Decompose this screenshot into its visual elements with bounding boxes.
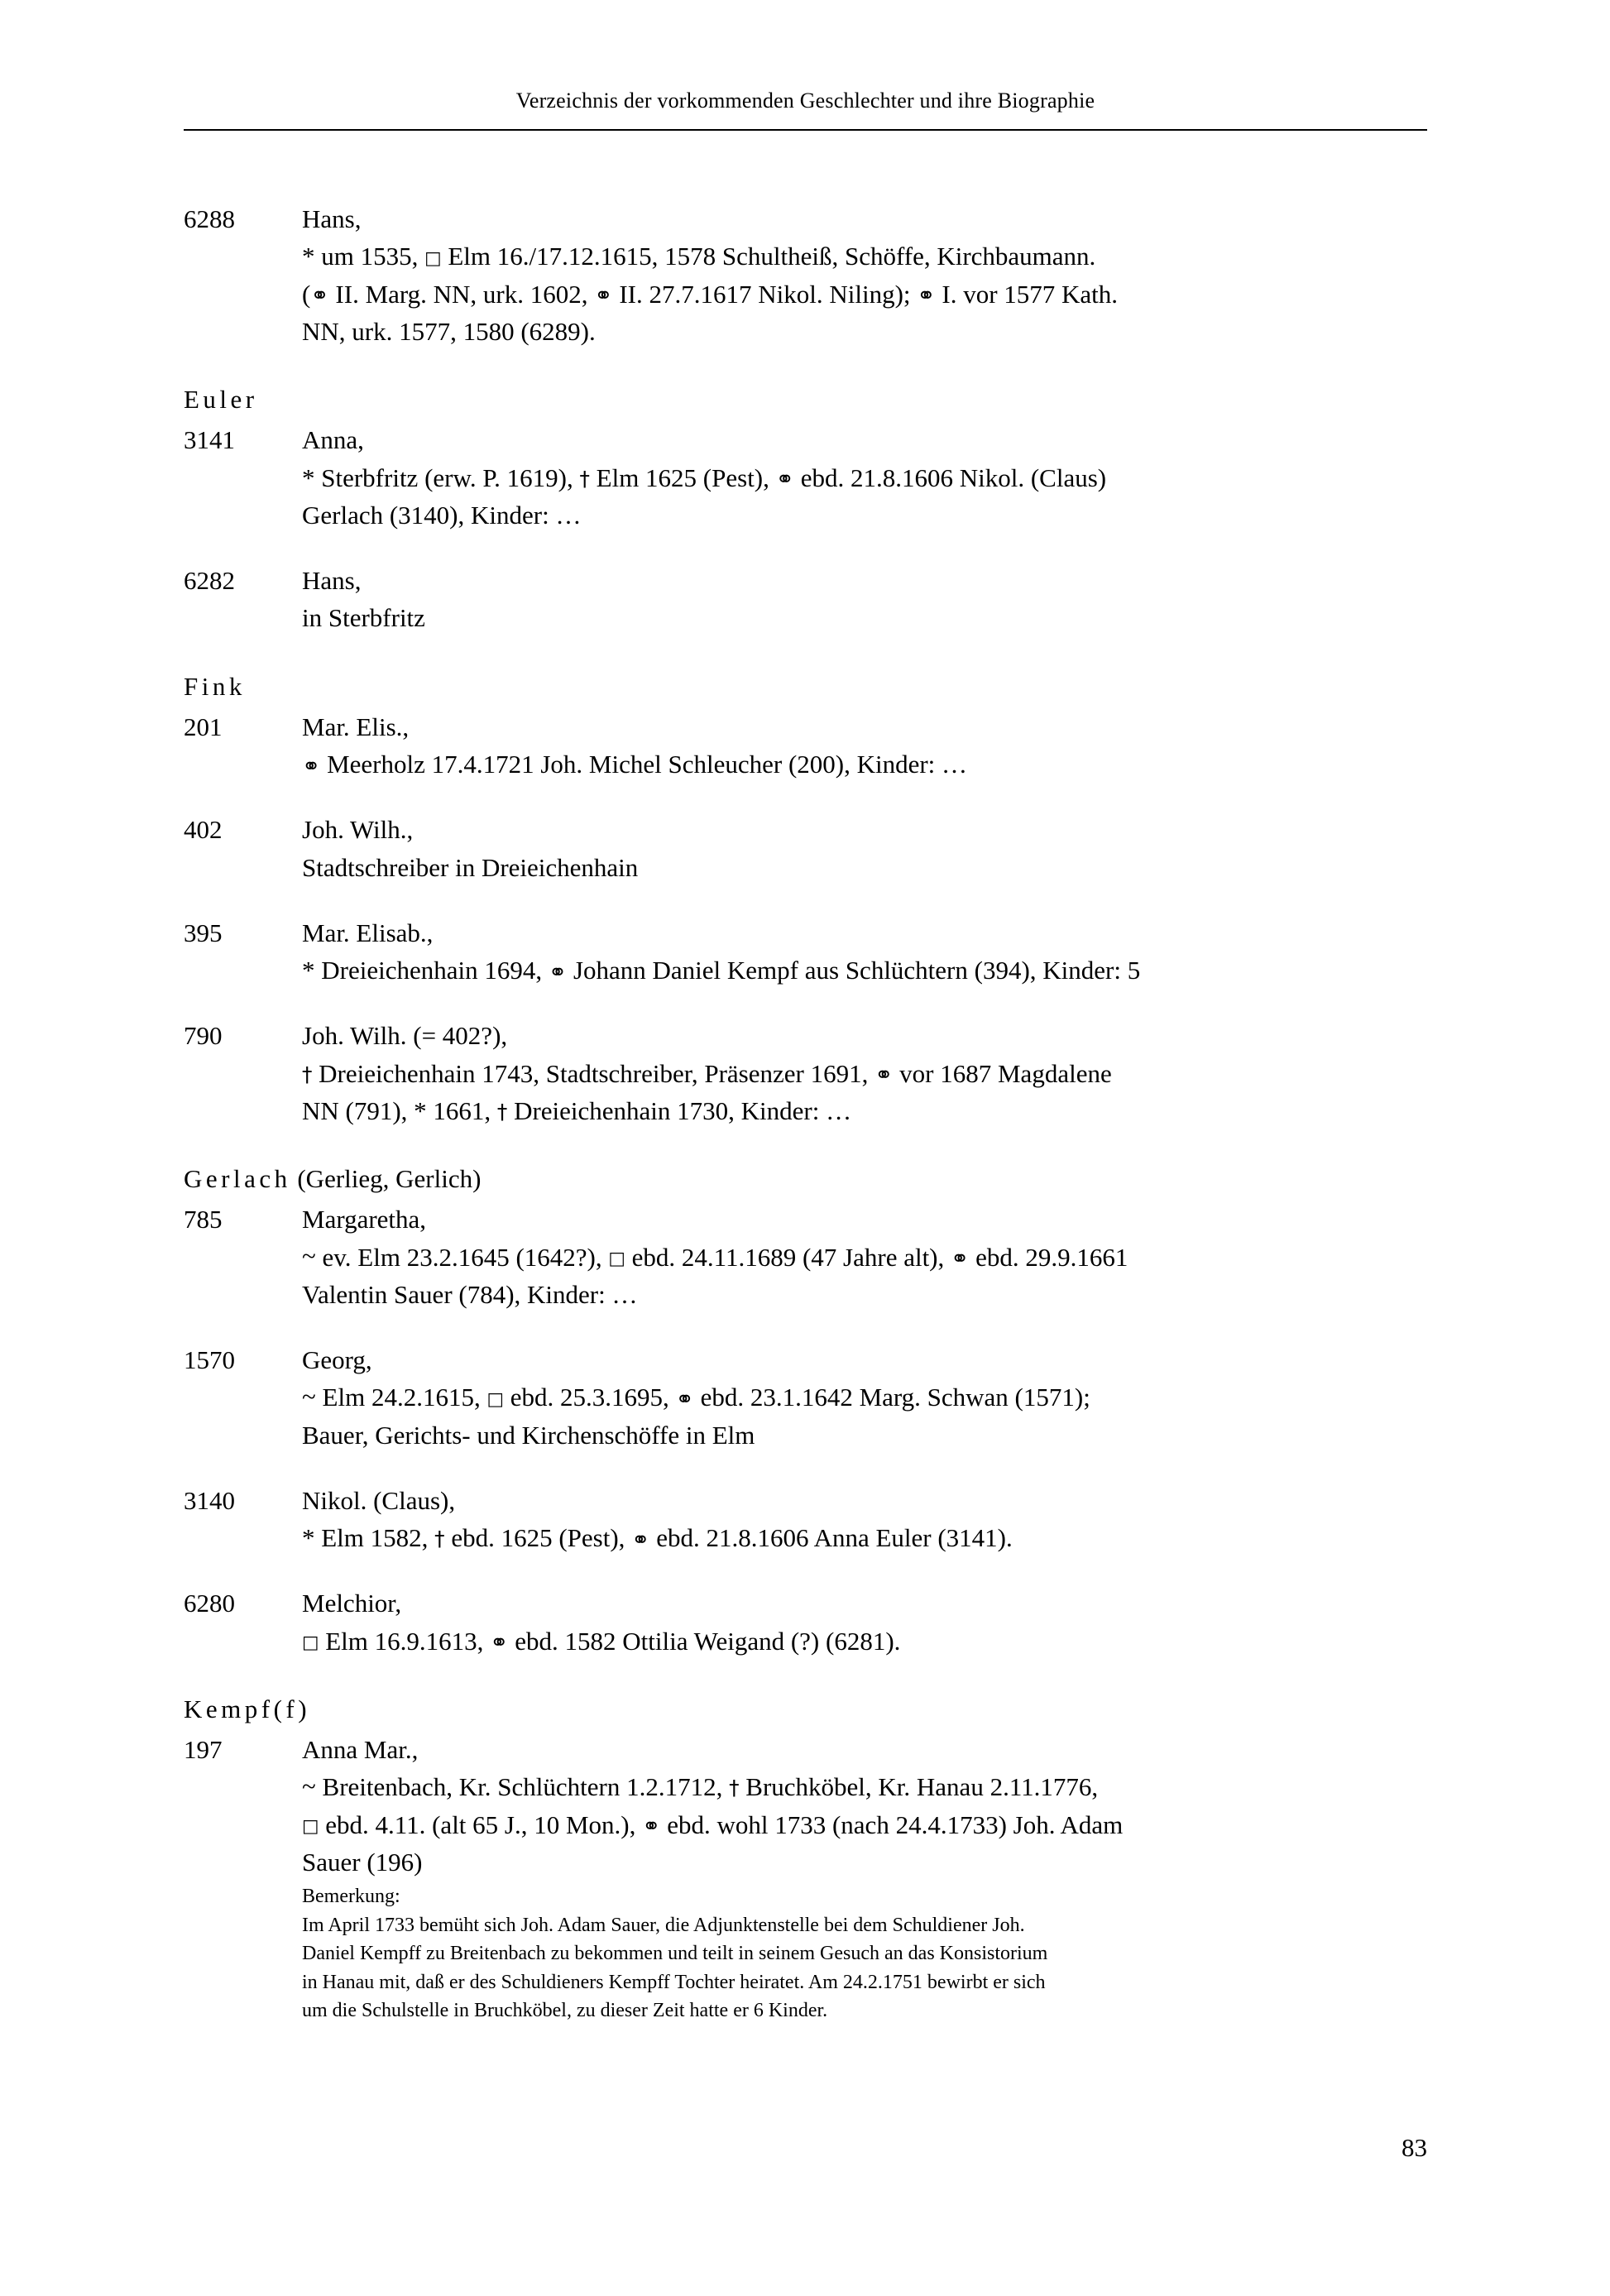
person-record-id: 402 bbox=[184, 815, 223, 845]
person-detail-line: □ Elm 16.9.1613, ⚭ ebd. 1582 Ottilia Weigand (?) (6281). bbox=[302, 1626, 901, 1656]
person-name: Margaretha, bbox=[302, 1205, 427, 1234]
header-rule bbox=[184, 129, 1427, 131]
person-record-body bbox=[302, 562, 1433, 637]
person-name: Mar. Elis., bbox=[302, 712, 410, 741]
marriage-symbol: ⚭ bbox=[642, 1814, 661, 1840]
marriage-symbol: ⚭ bbox=[631, 1527, 650, 1553]
record-remark-line: Daniel Kempff zu Breitenbach zu bekommen und teilt in seinem Gesuch an das Konsistorium bbox=[302, 1943, 1048, 1965]
person-name: Joh. Wilh. (= 402?), bbox=[302, 1021, 508, 1051]
person-record-body bbox=[302, 1731, 1433, 2025]
record-remark-line: in Hanau mit, daß er des Schuldieners Kempff Tochter heiratet. Am 24.2.1751 bewirbt er sich bbox=[302, 1971, 1046, 1993]
person-record bbox=[184, 562, 1433, 637]
person-detail-line: Sauer (196) bbox=[302, 1847, 423, 1877]
person-record-id: 6288 bbox=[184, 204, 235, 233]
record-remark-line: Im April 1733 bemüht sich Joh. Adam Sauer, die Adjunktenstelle bei dem Schuldiener Joh. bbox=[302, 1914, 1025, 1936]
person-record bbox=[184, 1731, 1433, 2025]
baptism-symbol: ~ bbox=[302, 1382, 316, 1412]
person-record-id: 6280 bbox=[184, 1589, 235, 1618]
person-detail-line: * um 1535, □ Elm 16./17.12.1615, 1578 Schultheiß, Schöffe, Kirchbaumann. bbox=[302, 242, 1096, 271]
genealogy-entry-list bbox=[184, 172, 1433, 2025]
person-record-body bbox=[302, 1584, 1433, 1660]
marriage-symbol: ⚭ bbox=[917, 283, 936, 309]
family-name-heading bbox=[184, 383, 1433, 416]
person-detail-line: (⚭ II. Marg. NN, urk. 1602, ⚭ II. 27.7.1617 Nikol. Niling); ⚭ I. vor 1577 Kath. bbox=[302, 279, 1119, 309]
person-record-id: 395 bbox=[184, 918, 223, 947]
person-name: Nikol. (Claus), bbox=[302, 1485, 456, 1515]
person-record-body bbox=[302, 811, 1433, 886]
marriage-symbol: ⚭ bbox=[594, 283, 613, 309]
family-name-heading bbox=[184, 670, 1433, 703]
marriage-symbol: ⚭ bbox=[310, 283, 329, 309]
person-detail-line: ~ ev. Elm 23.2.1645 (1642?), □ ebd. 24.11.1689 (47 Jahre alt), ⚭ ebd. 29.9.1661 bbox=[302, 1241, 1128, 1273]
page-number: 83 bbox=[1402, 2133, 1427, 2162]
person-detail-line: ~ Elm 24.2.1615, □ ebd. 25.3.1695, ⚭ ebd. 23.1.1642 Marg. Schwan (1571); bbox=[302, 1382, 1090, 1412]
birth-symbol: * bbox=[302, 1523, 315, 1553]
person-record bbox=[184, 811, 1433, 886]
record-remark-line: um die Schulstelle in Bruchköbel, zu dieser Zeit hatte er 6 Kinder. bbox=[302, 2000, 828, 2022]
person-record-body bbox=[302, 1341, 1433, 1454]
family-surname: Euler bbox=[184, 385, 258, 414]
person-record-id: 785 bbox=[184, 1205, 223, 1234]
death-symbol: † bbox=[729, 1776, 740, 1800]
burial-symbol: □ bbox=[424, 247, 442, 269]
person-record-id: 201 bbox=[184, 712, 223, 741]
person-record-body bbox=[302, 200, 1433, 350]
person-name: Mar. Elisab., bbox=[302, 918, 434, 947]
birth-symbol: * bbox=[302, 242, 315, 271]
person-detail-line: † Dreieichenhain 1743, Stadtschreiber, Präsenzer 1691, ⚭ vor 1687 Magdalene bbox=[302, 1058, 1112, 1089]
person-detail-line: □ ebd. 4.11. (alt 65 J., 10 Mon.), ⚭ ebd. wohl 1733 (nach 24.4.1733) Joh. Adam bbox=[302, 1809, 1124, 1840]
person-record-id: 3140 bbox=[184, 1485, 235, 1515]
person-detail-line: in Sterbfritz bbox=[302, 603, 425, 633]
marriage-symbol: ⚭ bbox=[675, 1386, 694, 1412]
person-record-body bbox=[302, 708, 1433, 784]
person-record-id: 197 bbox=[184, 1735, 223, 1765]
person-detail-line: Valentin Sauer (784), Kinder: … bbox=[302, 1279, 638, 1309]
person-record-id: 3141 bbox=[184, 425, 235, 455]
family-surname-variants: (Gerlieg, Gerlich) bbox=[290, 1164, 482, 1194]
person-name: Joh. Wilh., bbox=[302, 815, 414, 845]
person-detail-line: Gerlach (3140), Kinder: … bbox=[302, 500, 582, 530]
person-record bbox=[184, 914, 1433, 990]
record-remark bbox=[302, 1882, 1433, 2025]
baptism-symbol: ~ bbox=[302, 1241, 316, 1271]
person-record bbox=[184, 1341, 1433, 1454]
family-name-heading bbox=[184, 1693, 1433, 1726]
person-record-id: 6282 bbox=[184, 566, 235, 596]
person-name: Melchior, bbox=[302, 1589, 402, 1618]
person-record-body bbox=[302, 421, 1433, 534]
burial-symbol: □ bbox=[608, 1249, 625, 1270]
family-surname: Gerlach bbox=[184, 1164, 291, 1194]
person-record-body bbox=[302, 1482, 1433, 1557]
person-detail-line: * Sterbfritz (erw. P. 1619), † Elm 1625 (Pest), ⚭ ebd. 21.8.1606 Nikol. (Claus) bbox=[302, 463, 1107, 493]
family-name-heading bbox=[184, 1162, 1433, 1196]
person-detail-line: * Elm 1582, † ebd. 1625 (Pest), ⚭ ebd. 21.8.1606 Anna Euler (3141). bbox=[302, 1523, 1013, 1553]
person-detail-line: ~ Breitenbach, Kr. Schlüchtern 1.2.1712, † Bruchköbel, Kr. Hanau 2.11.1776, bbox=[302, 1771, 1099, 1802]
person-record-body bbox=[302, 1201, 1433, 1313]
running-header bbox=[184, 89, 1427, 131]
person-record bbox=[184, 1482, 1433, 1557]
person-record bbox=[184, 1584, 1433, 1660]
marriage-symbol: ⚭ bbox=[548, 959, 568, 985]
person-detail-line: NN, urk. 1577, 1580 (6289). bbox=[302, 316, 596, 346]
birth-symbol: * bbox=[302, 463, 315, 492]
person-record-id: 1570 bbox=[184, 1345, 235, 1375]
person-record bbox=[184, 1201, 1433, 1313]
record-remark-label: Bemerkung: bbox=[302, 1886, 400, 1908]
marriage-symbol: ⚭ bbox=[874, 1062, 894, 1089]
burial-symbol: □ bbox=[486, 1389, 504, 1411]
person-record bbox=[184, 1017, 1433, 1129]
burial-symbol: □ bbox=[302, 1816, 319, 1838]
death-symbol: † bbox=[496, 1099, 508, 1124]
person-detail-line: NN (791), * 1661, † Dreieichenhain 1730, Kinder: … bbox=[302, 1095, 852, 1125]
birth-symbol: * bbox=[302, 956, 315, 985]
marriage-symbol: ⚭ bbox=[775, 467, 794, 493]
death-symbol: † bbox=[434, 1527, 445, 1551]
person-record bbox=[184, 200, 1433, 350]
person-name: Hans, bbox=[302, 566, 362, 596]
person-record-body bbox=[302, 914, 1433, 990]
death-symbol: † bbox=[579, 466, 590, 491]
person-detail-line: Bauer, Gerichts- und Kirchenschöffe in Elm bbox=[302, 1420, 755, 1450]
folio bbox=[0, 2133, 1427, 2163]
person-detail-line: * Dreieichenhain 1694, ⚭ Johann Daniel Kempf aus Schlüchtern (394), Kinder: 5 bbox=[302, 956, 1141, 985]
person-name: Hans, bbox=[302, 204, 362, 233]
marriage-symbol: ⚭ bbox=[490, 1630, 509, 1656]
person-record bbox=[184, 708, 1433, 784]
marriage-symbol: ⚭ bbox=[951, 1246, 970, 1273]
person-detail-line: ⚭ Meerholz 17.4.1721 Joh. Michel Schleucher (200), Kinder: … bbox=[302, 750, 968, 779]
person-record-body bbox=[302, 1017, 1433, 1129]
person-name: Anna Mar., bbox=[302, 1735, 419, 1765]
birth-symbol: * bbox=[414, 1095, 427, 1125]
death-symbol: † bbox=[302, 1062, 313, 1086]
person-name: Georg, bbox=[302, 1345, 372, 1375]
person-detail-line: Stadtschreiber in Dreieichenhain bbox=[302, 852, 639, 882]
person-record bbox=[184, 421, 1433, 534]
family-surname: Kempf(f) bbox=[184, 1694, 311, 1723]
running-header-title: Verzeichnis der vorkommenden Geschlechter und ihre Biographie bbox=[515, 89, 1095, 113]
person-record-id: 790 bbox=[184, 1021, 223, 1051]
burial-symbol: □ bbox=[302, 1632, 319, 1654]
record-remark-text bbox=[302, 1911, 1433, 2025]
person-name: Anna, bbox=[302, 425, 364, 455]
baptism-symbol: ~ bbox=[302, 1771, 316, 1801]
marriage-symbol: ⚭ bbox=[302, 753, 321, 779]
family-surname: Fink bbox=[184, 671, 246, 701]
